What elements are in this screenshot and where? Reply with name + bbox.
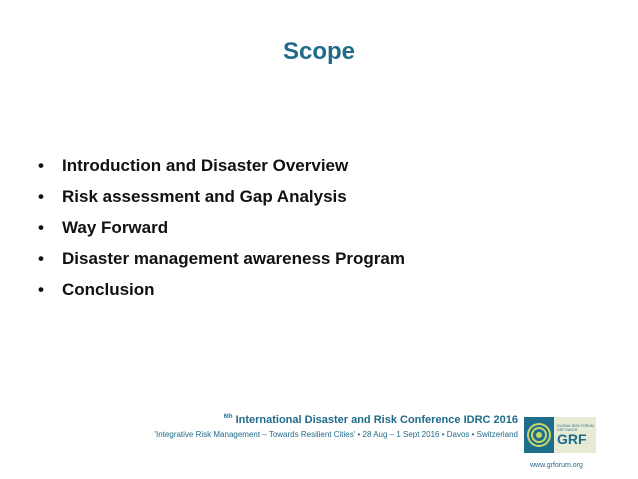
grf-logo [524,417,596,453]
bullet-icon: • [38,186,44,206]
logo-text [554,417,596,453]
bullet-icon: • [38,217,44,237]
conference-tagline: 'Integrative Risk Management – Towards Resilient Cities' • 28 Aug – 1 Sept 2016 • Davos • Switzerland [154,430,518,439]
bullet-text: Way Forward [62,217,169,237]
bullet-icon: • [38,279,44,299]
bullet-text: Conclusion [62,279,155,299]
website-link[interactable]: www.grforum.org [530,462,583,469]
list-item [38,212,405,243]
bullet-text: Risk assessment and Gap Analysis [62,186,347,206]
logo-subtitle: GLOBAL RISK FORUM GRF DAVOS [557,424,594,432]
bullet-icon: • [38,155,44,175]
list-item [38,150,405,181]
slide-title: Scope [282,38,356,65]
bullet-icon: • [38,248,44,268]
conference-name: International Disaster and Risk Conference IDRC 2016 [235,414,518,426]
logo-name: GRF [557,431,587,447]
list-item [38,181,405,212]
bullet-text: Introduction and Disaster Overview [62,155,349,175]
list-item [38,243,405,274]
bullet-text: Disaster management awareness Program [62,248,405,268]
grf-logo-icon [524,417,554,453]
bullet-list [38,150,405,305]
edition-superscript: 6th [223,414,233,421]
conference-title [155,414,519,426]
list-item [38,274,405,305]
conference-footer [155,414,519,439]
